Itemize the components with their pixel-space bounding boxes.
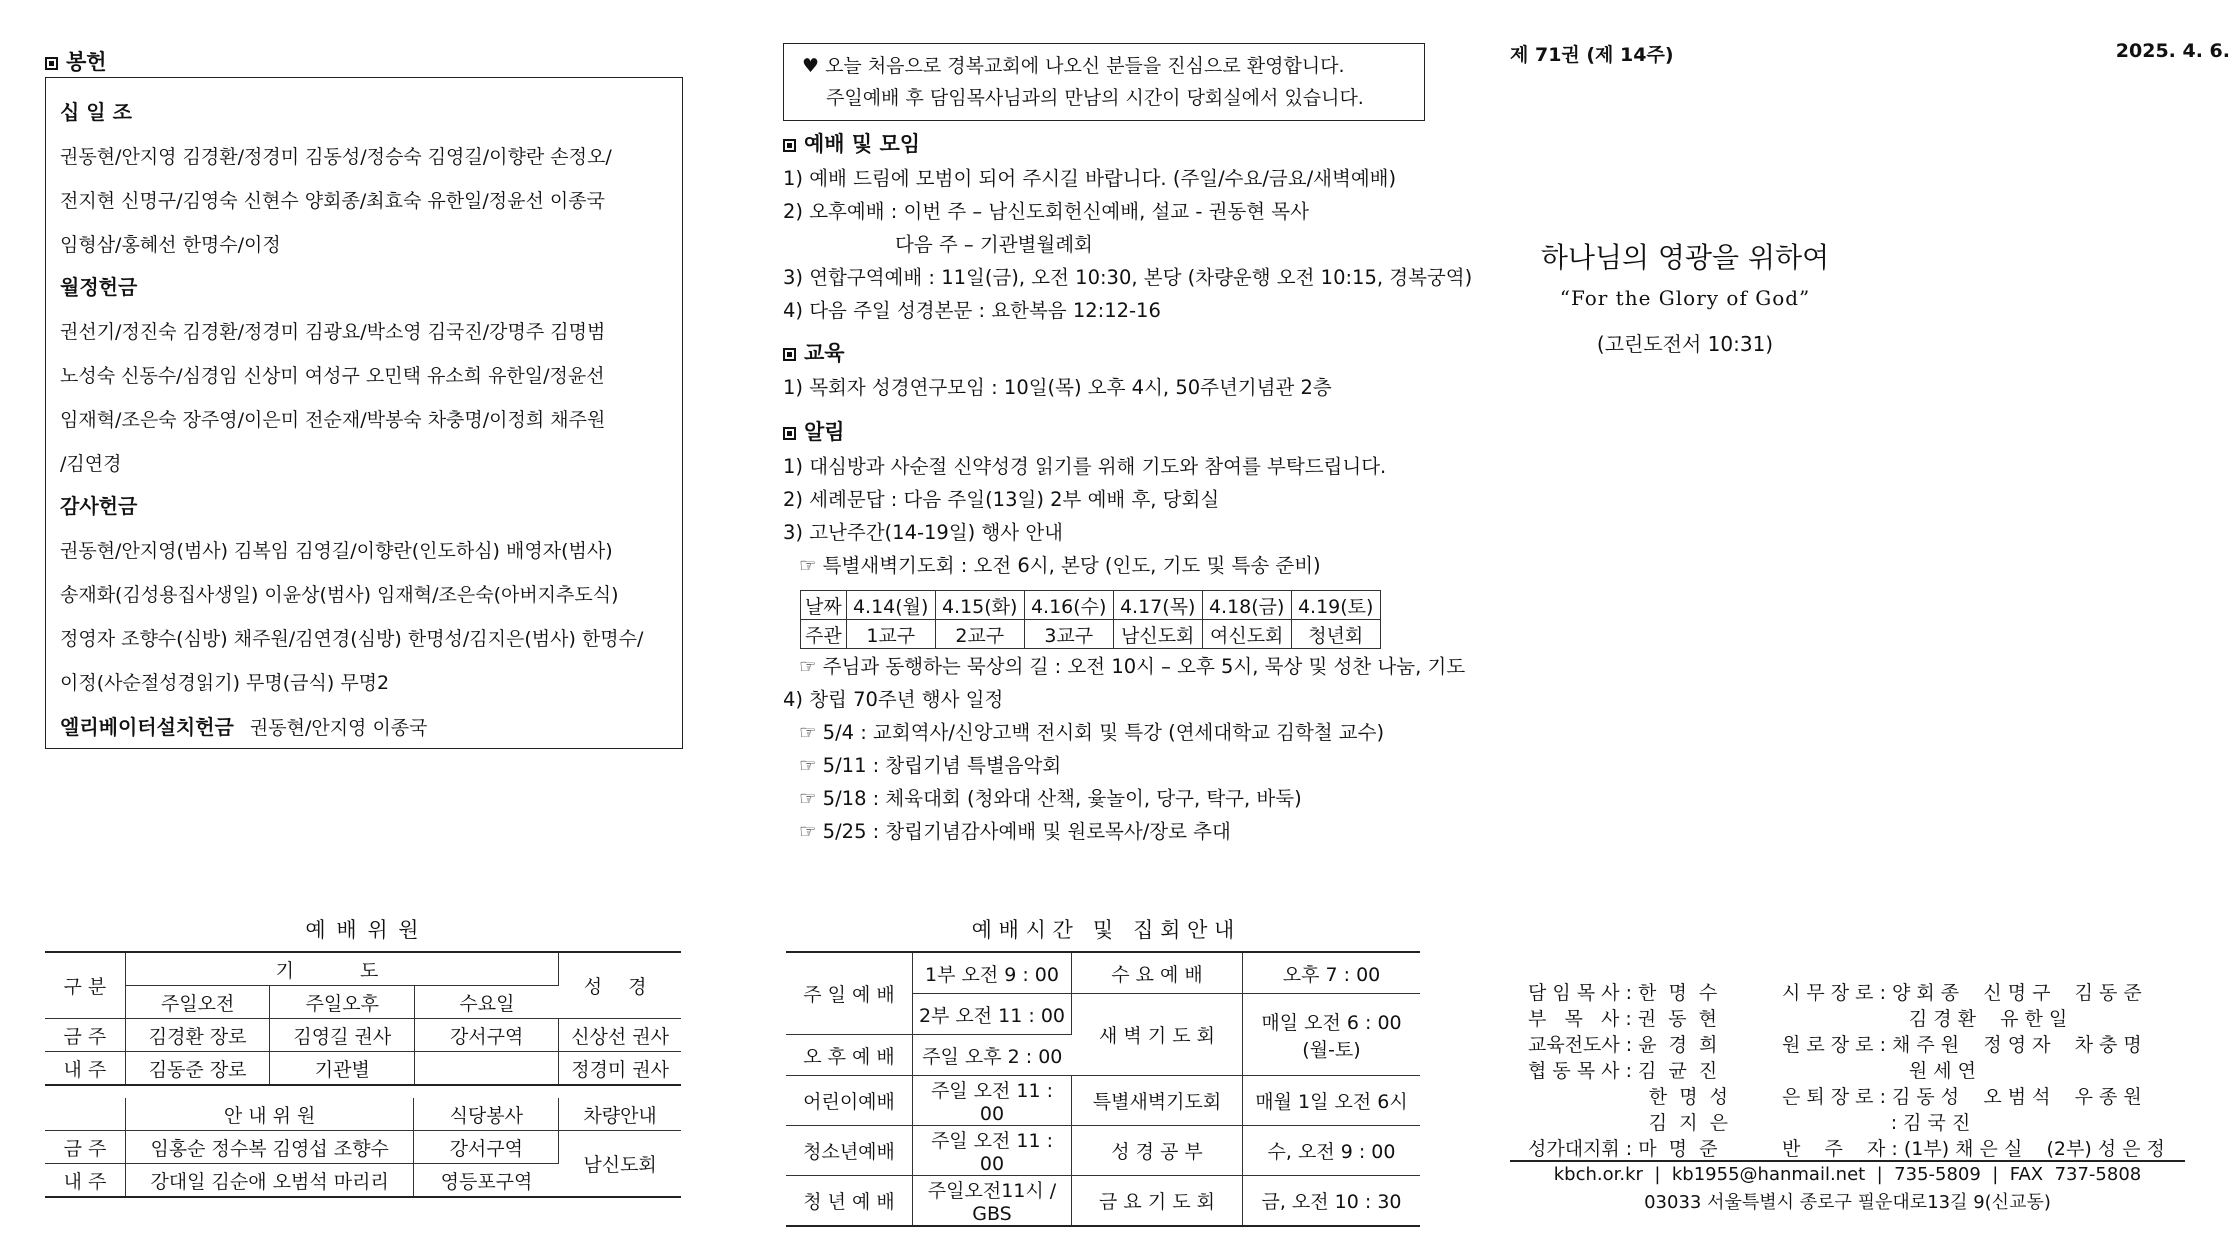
- volume-label: 제 71권 (제 14주): [1510, 44, 1674, 66]
- welcome-box: ♥ 오늘 처음으로 경복교회에 나오신 분들을 진심으로 환영합니다. 주일예배 후 담임목사님과의 만남의 시간이 당회실에서 있습니다.: [783, 43, 1425, 121]
- contact-info: kbch.or.kr | kb1955@hanmail.net | 735-5809 | FAX 737-5808: [1553, 1164, 2142, 1185]
- bulletin-date: 2025. 4. 6.: [2115, 40, 2230, 62]
- table-row: 청소년예배 주일 오전 11 : 00 성 경 공 부 수, 오전 9 : 00: [786, 1126, 1420, 1176]
- offering-box: [45, 77, 683, 749]
- monthly-names: 권선기/정진숙 김경환/정경미 김광요/박소영 김국진/강명주 김명범 노성숙 신동수/심경임 신상미 여성구 오민택 유소희 유한일/정윤선 임재혁/조은숙 장주영/이은미 전순재/박봉숙 차충명/이정희 채주원 /김연경: [60, 321, 606, 475]
- col-prayer: 기 도: [125, 952, 558, 986]
- holy-week-table: [800, 590, 1381, 649]
- thanks-names: 권동현/안지영(범사) 김복임 김영길/이향란(인도하심) 배영자(범사) 송재화(김성용집사생일) 이윤상(범사) 임재혁/조은숙(아버지추도식) 정영자 조향수(심방) 채주원/김연경(심방) 한명성/김지은(범사) 한명수/ 이정(사순절성경읽기) 무명(금식) 무명2: [60, 540, 644, 694]
- table-row: 내 주 김동준 장로 기관별 정경미 권사: [45, 1052, 681, 1086]
- table-row: 날짜 4.14(월) 4.15(화) 4.16(수) 4.17(목) 4.18(금) 4.19(토): [801, 591, 1381, 620]
- staff-list-right: 시 무 장 로 : 양 회 종 신 명 구 김 동 준 김 경 환 유 한 일 원 로 장 로 : 채 주 원 정 영 자 차 충 명 원 세 연 은 퇴 장 로 : 김 동 성 오 범 석 우 종 원 : 김 국 진 반 주 자 : (1부) 채 은 실 (2부) 성 은 정: [1782, 982, 2165, 1160]
- thanks-label: 감사헌금: [60, 494, 138, 518]
- col-car: 차량안내: [559, 1098, 681, 1131]
- square-bullet-icon: [45, 57, 58, 70]
- tithe-names: 권동현/안지영 김경환/정경미 김동성/정승숙 김영길/이향란 손정오/ 전지현 신명구/김영숙 신현수 양회종/최효숙 유한일/정윤선 이종국 임형삼/홍혜선 한명수/이정: [60, 146, 612, 256]
- col-gubun: 구 분: [45, 952, 125, 1019]
- offering-section-title: 봉헌: [45, 46, 107, 76]
- table-row: 2부 오전 11 : 00 새 벽 기 도 회 매일 오전 6 : 00 (월-토): [786, 994, 1420, 1035]
- notice-section-title: 알림: [783, 416, 1443, 446]
- col-guide: 안 내 위 원: [125, 1098, 414, 1131]
- tithe-label: 십 일 조: [60, 100, 132, 124]
- theme-english: “For the Glory of God”: [1559, 286, 1811, 310]
- square-bullet-icon: [783, 139, 796, 152]
- theme-reference: (고린도전서 10:31): [1596, 332, 1774, 356]
- worship-staff-title: 예 배 위 원: [305, 918, 421, 942]
- square-bullet-icon: [783, 348, 796, 361]
- table-row: 주관 1교구 2교구 3교구 남신도회 여신도회 청년회: [801, 620, 1381, 649]
- table-row: 주 일 예 배 1부 오전 9 : 00 수 요 예 배 오후 7 : 00: [786, 952, 1420, 994]
- staff-list-left: 담 임 목 사 : 한 명 수 부 목 사 : 권 동 현 교육전도사 : 윤 경 희 협 동 목 사 : 김 균 진 한 명 성 김 지 은 성가대지휘 : 마 명 준: [1528, 982, 1729, 1160]
- worship-section-title: 예배 및 모임: [783, 128, 1443, 158]
- theme-title: 하나님의 영광을 위하여: [1540, 241, 1830, 274]
- schedule-title: 예 배 시 간 및 집 회 안 내: [971, 918, 1235, 942]
- worship-section: 예배 및 모임 1) 예배 드림에 모범이 되어 주시길 바랍니다. (주일/수요/금요/새벽예배) 2) 오후예배 : 이번 주 – 남신도회헌신예배, 설교 - 권동현 목사 다음 주 – 기관별월례회 3) 연합구역예배 : 11일(금), 오전 10:30, 본당 (차량운행 오전 10:15, 경복궁역) 4) 다음 주일 성경본문 : 요한복음 12:12-16 교육 1) 목회자 성경연구모임 : 10일(목) 오후 4시, 50주년기념관 2층 알림 1) 대심방과 사순절 신약성경 읽기를 위해 기도와 참여를 부탁드립니다. 2) 세례문답 : 다음 주일(13일) 2부 예배 후, 당회실 3) 고난주간(14-19일) 행사 안내 ☞ 특별새벽기도회 : 오전 6시, 본당 (인도, 기도 및 특송 준비): [783, 128, 1443, 582]
- square-bullet-icon: [783, 427, 796, 440]
- notice-section-2: ☞ 주님과 동행하는 묵상의 길 : 오전 10시 – 오후 5시, 묵상 및 성찬 나눔, 기도 4) 창립 70주년 행사 일정 ☞ 5/4 : 교회역사/신앙고백 전시회 및 특강 (연세대학교 김학철 교수) ☞ 5/11 : 창립기념 특별음악회 ☞ 5/18 : 체육대회 (청와대 산책, 윷놀이, 당구, 탁구, 바둑) ☞ 5/25 : 창립기념감사예배 및 원로목사/장로 추대: [783, 655, 1466, 843]
- col-meal: 식당봉사: [414, 1098, 559, 1131]
- car-guide-value: 남신도회: [559, 1131, 681, 1198]
- elevator-offering: 엘리베이터설치헌금 권동현/안지영 이종국: [60, 715, 428, 739]
- table-row: 내 주 강대일 김순애 오범석 마리리 영등포구역: [45, 1164, 681, 1198]
- table-row: 금 주 김경환 장로 김영길 권사 강서구역 신상선 권사: [45, 1019, 681, 1052]
- monthly-label: 월정헌금: [60, 275, 138, 299]
- worship-staff-table: 구 분 기 도 성 경 주일오전 주일오후 수요일 금 주 김경환 장로 김영길 권사 강서구역 신상선 권사 내 주 김동준 장로 기관별 정경미 권사: [45, 951, 681, 1086]
- schedule-table: [786, 951, 1420, 1227]
- table-row: 오 후 예 배 주일 오후 2 : 00: [786, 1035, 1420, 1076]
- church-address: 03033 서울특별시 종로구 필운대로13길 9(신교동): [1644, 1192, 2051, 1213]
- table-row: 금 주 임홍순 정수복 김영섭 조향수 강서구역 남신도회: [45, 1131, 681, 1164]
- footer-divider: [1510, 1160, 2185, 1162]
- col-scripture: 성 경: [559, 952, 681, 1019]
- table-row: 어린이예배 주일 오전 11 : 00 특별새벽기도회 매월 1일 오전 6시: [786, 1076, 1420, 1126]
- education-section-title: 교육: [783, 337, 1443, 367]
- table-row: 청 년 예 배 주일오전11시 / GBS 금 요 기 도 회 금, 오전 10 : 30: [786, 1176, 1420, 1227]
- usher-table: [45, 1098, 681, 1198]
